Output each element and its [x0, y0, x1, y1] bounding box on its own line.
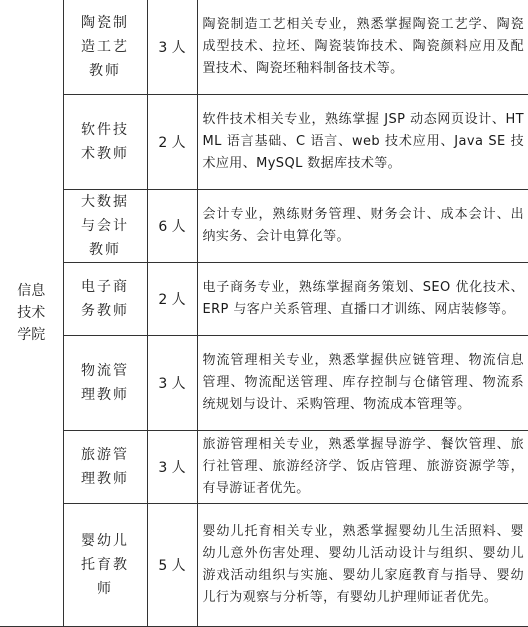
position-count: 3 人: [158, 460, 186, 476]
position-name: 电子商务教师: [81, 279, 129, 319]
requirements-cell: [197, 190, 528, 263]
position-count: 6 人: [158, 219, 186, 235]
department-cell: [0, 0, 63, 627]
position-requirements: 陶瓷制造工艺相关专业，熟悉掌握陶瓷工艺学、陶瓷成型技术、拉坯、陶瓷装饰技术、陶瓷颜料应用及配置技术、陶瓷坯釉料制备技术等。: [202, 17, 524, 76]
position-cell: [63, 190, 147, 263]
position-name: 软件技术教师: [81, 122, 129, 162]
table-row: [0, 504, 528, 627]
position-requirements: 电子商务专业，熟练掌握商务策划、SEO 优化技术、ERP 与客户关系管理、直播口才训练、网店装修等。: [202, 280, 524, 317]
position-cell: [63, 504, 147, 627]
department-name: 信息技术学院: [17, 283, 46, 343]
table-row: [0, 431, 528, 504]
requirements-cell: [197, 504, 528, 627]
position-requirements: 物流管理相关专业，熟悉掌握供应链管理、物流信息管理、物流配送管理、库存控制与仓储管理、物流系统规划与设计、采购管理、物流成本管理等。: [202, 353, 524, 412]
table-row: [0, 336, 528, 431]
count-cell: [147, 0, 197, 95]
count-cell: [147, 431, 197, 504]
position-cell: [63, 336, 147, 431]
position-name: 大数据与会计教师: [81, 194, 129, 258]
position-cell: [63, 95, 147, 190]
position-cell: [63, 431, 147, 504]
count-cell: [147, 190, 197, 263]
count-cell: [147, 95, 197, 190]
position-requirements: 旅游管理相关专业，熟悉掌握导游学、餐饮管理、旅行社管理、旅游经济学、饭店管理、旅游资源学等，有导游证者优先。: [202, 437, 524, 496]
requirements-cell: [197, 263, 528, 336]
position-requirements: 会计专业，熟练财务管理、财务会计、成本会计、出纳实务、会计电算化等。: [202, 207, 524, 244]
position-name: 旅游管理教师: [81, 447, 129, 487]
position-count: 2 人: [158, 135, 186, 151]
position-cell: [63, 0, 147, 95]
position-cell: [63, 263, 147, 336]
requirements-cell: [197, 431, 528, 504]
table-row: [0, 95, 528, 190]
requirements-cell: [197, 0, 528, 95]
count-cell: [147, 504, 197, 627]
count-cell: [147, 263, 197, 336]
position-name: 物流管理教师: [81, 363, 129, 403]
table-row: [0, 263, 528, 336]
position-count: 3 人: [158, 40, 186, 56]
requirements-cell: [197, 95, 528, 190]
position-count: 5 人: [158, 558, 186, 574]
position-name: 婴幼儿托育教师: [81, 533, 129, 597]
position-count: 3 人: [158, 376, 186, 392]
table-row: [0, 190, 528, 263]
position-count: 2 人: [158, 292, 186, 308]
table-row: [0, 0, 528, 95]
count-cell: [147, 336, 197, 431]
position-requirements: 婴幼儿托育相关专业，熟悉掌握婴幼儿生活照料、婴幼儿意外伤害处理、婴幼儿活动设计与组织、婴幼儿游戏活动组织与实施、婴幼儿家庭教育与指导、婴幼儿行为观察与分析等，有婴幼儿护理师证者优先。: [202, 524, 524, 605]
position-name: 陶瓷制造工艺教师: [81, 15, 129, 79]
requirements-cell: [197, 336, 528, 431]
position-requirements: 软件技术相关专业，熟练掌握 JSP 动态网页设计、HTML 语言基础、C 语言、web 技术应用、Java SE 技术应用、MySQL 数据库技术等。: [202, 112, 524, 171]
